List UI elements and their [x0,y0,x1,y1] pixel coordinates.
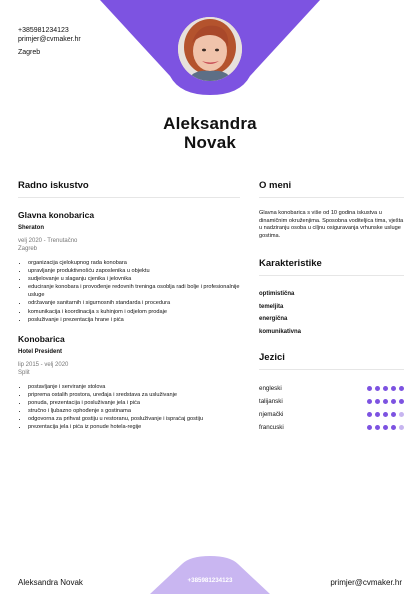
duty-item: • upravljanje produktivnošću zaposlenika u objektu [28,267,240,275]
contact-block [18,26,81,57]
level-dot-filled [391,386,396,391]
level-dot-filled [383,386,388,391]
job-city: Split [18,369,30,376]
full-name [0,114,420,152]
level-dot-filled [367,412,372,417]
last-name: Novak [183,133,237,152]
job-city: Zagreb [18,246,38,252]
language-row [259,408,404,421]
duty-item: • sudjelovanje u slaganju cjenika i jelovnika [28,275,240,283]
level-dot-filled [367,425,372,430]
profile-photo [178,17,242,81]
duty-item: • ponuda, prezentacija i posluživanje jela i pića [28,399,240,407]
experience-heading: Radno iskustvo [18,180,240,198]
level-dot-filled [375,425,380,430]
language-name: talijanski [259,398,283,405]
trait-item: komunikativna [259,328,302,335]
job-company: Sheraton [18,225,45,231]
level-dot-empty [399,425,404,430]
level-dot-filled [375,386,380,391]
footer-accent-shape [150,556,270,594]
language-name: njemački [259,411,284,418]
duty-item: • održavanje sanitarnih i sigurnosnih standarda i procedura [28,299,240,307]
duty-item: • posluživanje i prezentacija hrane i pića [28,316,240,324]
level-dot-filled [375,412,380,417]
footer-phone: +385981234123 [187,577,233,584]
duty-item: • educiranje konobara i provođenje redovnih treninga osoblja radi bolje i profesionalnije usluge [28,283,240,299]
level-dot-filled [391,399,396,404]
language-level [367,386,404,391]
traits-list [259,288,404,338]
job-meta [18,237,240,253]
sidebar-column [259,180,404,434]
job-entry [18,334,240,432]
traits-heading: Karakteristike [259,258,404,276]
trait-item: temeljita [259,303,284,310]
duty-item: • odgovorna za prihvat gostiju u restoranu, posluživanje i ispraćaj gostiju [28,415,240,423]
job-duties [18,259,240,324]
duty-item: • prezentacija jela i pića iz ponude hotela-regije [28,423,240,431]
level-dot-filled [391,412,396,417]
language-row [259,382,404,395]
duty-item: • postavljanje i serviranje stolova [28,383,240,391]
duty-item: • priprema ostalih prostora, uređaja i sredstava za usluživanje [28,391,240,399]
job-dates: lip 2015 - velj 2020 [18,361,69,368]
level-dot-filled [399,399,404,404]
trait-item: energična [259,316,288,323]
duty-item: • organizacija cjelokupnog rada konobara [28,259,240,267]
contact-phone: +385981234123 [18,27,69,34]
level-dot-empty [399,412,404,417]
language-row [259,421,404,434]
job-duties [18,383,240,432]
duty-item: • komunikacija i koordinacija s kuhinjom i odjelom prodaje [28,308,240,316]
level-dot-filled [383,412,388,417]
language-row [259,395,404,408]
level-dot-filled [383,399,388,404]
footer-name: Aleksandra Novak [18,578,83,587]
job-dates: velj 2020 - Trenutačno [18,238,78,244]
languages-heading: Jezici [259,352,404,370]
contact-location: Zagreb [18,49,41,56]
about-text: Glavna konobarica s više od 10 godina iskustva u dinamičnim okruženjima. Sposobna voditeljica tima, vješta u nadziranju osoba u ciljnu osiguravanja vrhunske usluge gostima. [259,210,404,239]
language-name: engleski [259,385,282,392]
job-title: Glavna konobarica [18,210,95,220]
language-level [367,412,404,417]
experience-section [18,180,240,441]
level-dot-filled [367,386,372,391]
job-title: Konobarica [18,333,65,344]
footer-email: primjer@cvmaker.hr [330,578,402,587]
language-level [367,399,404,404]
language-level [367,425,404,430]
languages-list [259,382,404,434]
level-dot-filled [391,425,396,430]
level-dot-filled [375,399,380,404]
trait-item: optimistična [259,291,295,298]
job-company: Hotel President [18,348,63,355]
job-entry [18,210,240,324]
level-dot-filled [383,425,388,430]
avatar [178,17,242,81]
job-meta [18,361,240,377]
about-heading: O meni [259,180,404,198]
language-name: francuski [259,424,284,431]
contact-email: primjer@cvmaker.hr [18,36,81,43]
level-dot-filled [367,399,372,404]
level-dot-filled [399,386,404,391]
first-name: Aleksandra [163,114,257,133]
duty-item: • stručno i ljubazno ophođenje s gostinama [28,407,240,415]
